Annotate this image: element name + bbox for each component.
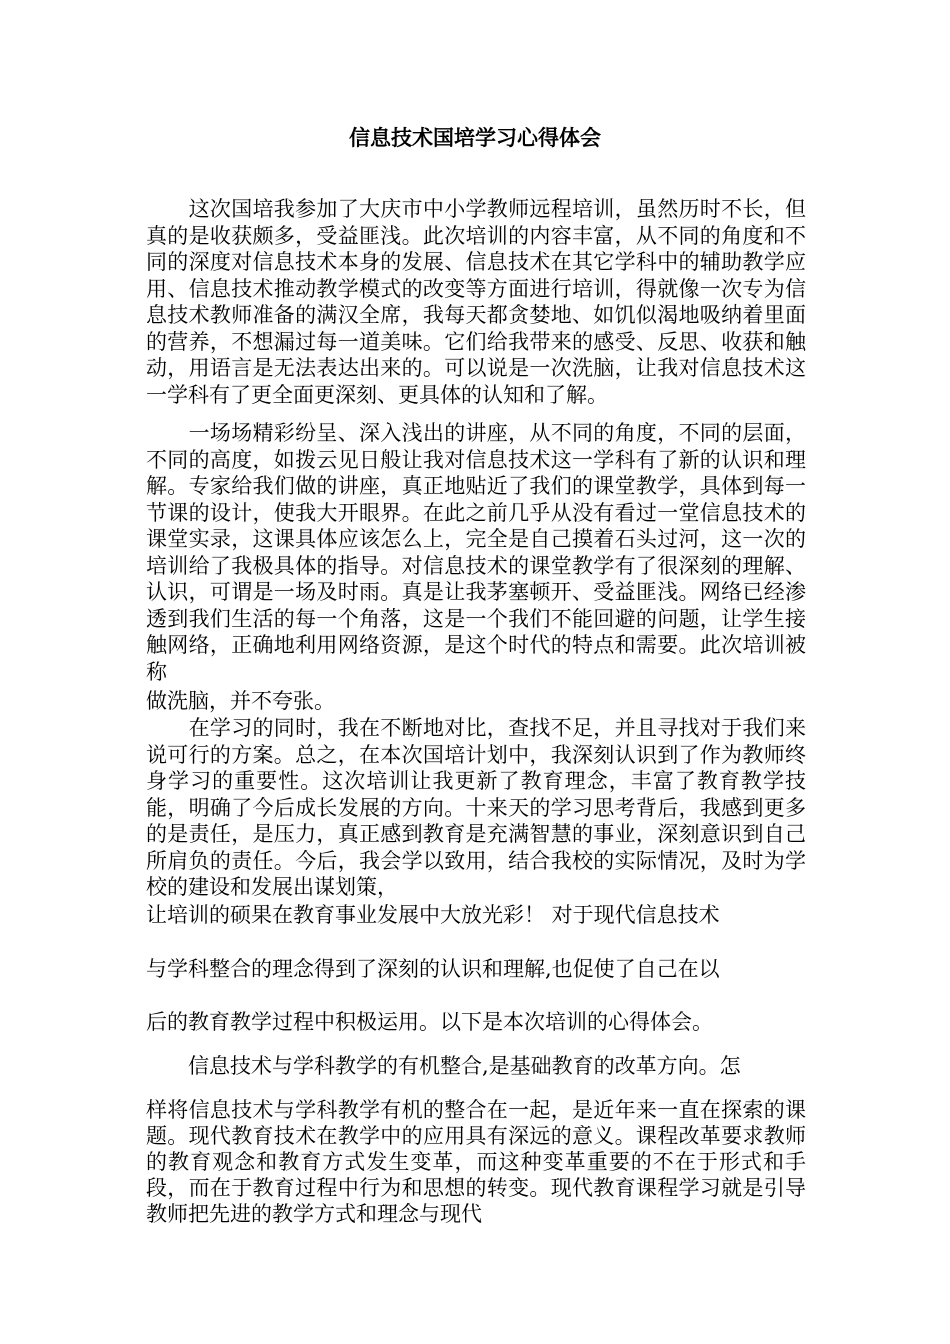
paragraph-3-line-c: 后的教育教学过程中积极运用。以下是本次培训的心得体会。 (146, 1010, 713, 1034)
paragraph-1: 这次国培我参加了大庆市中小学教师远程培训，虽然历时不长，但真的是收获颇多，受益匪浅。此次培训的内容丰富，从不同的角度和不同的深度对信息技术本身的发展、信息技术在其它学科中的辅助教学应用、信息技术推动教学模式的改变等方面进行培训，得就像一次专为信息技术教师准备的满汉全席，我每天都贪婪地、如饥似渴地吸纳着里面的营养，不想漏过每一道美味。它们给我带来的感受、反思、收获和触动，用语言是无法表达出来的。可以说是一次洗脑，让我对信息技术这一学科有了更全面更深刻、更具体的认知和了解。 (146, 197, 806, 407)
document-title: 信息技术国培学习心得体会 (349, 126, 601, 150)
paragraph-4-body: 样将信息技术与学科教学有机的整合在一起，是近年来一直在探索的课题。现代教育技术在教学中的应用具有深远的意义。课程改革要求教师的教育观念和教育方式发生变革，而这种变革重要的不在于形式和手段，而在于教育过程中行为和思想的转变。现代教育课程学习就是引导教师把先进的教学方式和理念与现代 (146, 1098, 806, 1226)
paragraph-3-line-a: 让培训的硕果在教育事业发展中大放光彩！ 对于现代信息技术 (146, 903, 720, 927)
paragraph-4-first-line: 信息技术与学科教学的有机整合,是基础教育的改革方向。怎 (146, 1054, 741, 1078)
paragraph-3: 在学习的同时，我在不断地对比，查找不足，并且寻找对于我们来说可行的方案。总之，在本次国培计划中，我深刻认识到了作为教师终身学习的重要性。这次培训让我更新了教育理念，丰富了教育教学技能，明确了今后成长发展的方向。十来天的学习思考背后，我感到更多的是责任，是压力，真正感到教育是充满智慧的事业，深刻意识到自己所肩负的责任。今后，我会学以致用，结合我校的实际情况，及时为学校的建设和发展出谋划策， (146, 716, 806, 899)
paragraph-2-tail: 做洗脑，并不夸张。 (146, 689, 335, 713)
paragraph-3-line-b: 与学科整合的理念得到了深刻的认识和理解,也促使了自己在以 (146, 957, 720, 981)
paragraph-2: 一场场精彩纷呈、深入浅出的讲座，从不同的角度，不同的层面，不同的高度，如拨云见日般让我对信息技术这一学科有了新的认识和理解。专家给我们做的讲座，真正地贴近了我们的课堂教学，具体到每一节课的设计，使我大开眼界。在此之前几乎从没有看过一堂信息技术的课堂实录，这课具体应该怎么上，完全是自己摸着石头过河，这一次的培训给了我极具体的指导。对信息技术的课堂教学有了很深刻的理解、认识，可谓是一场及时雨。真是让我茅塞顿开、受益匪浅。网络已经渗透到我们生活的每一个角落，这是一个我们不能回避的问题，让学生接触网络，正确地利用网络资源，是这个时代的特点和需要。此次培训被称 (146, 421, 806, 684)
